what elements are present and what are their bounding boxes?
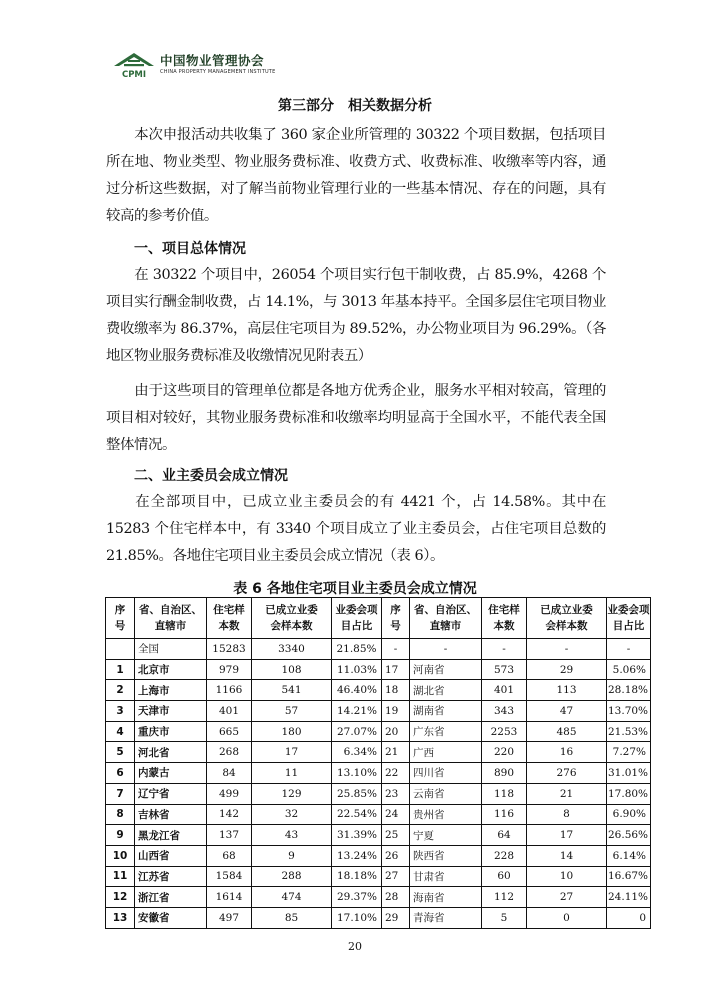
formed-pct: 6.34% (332, 742, 382, 763)
sample-count: 573 (482, 659, 527, 680)
org-name-en: CHINA PROPERTY MANAGEMENT INSTITUTE (160, 69, 276, 75)
row-no: 19 (382, 701, 410, 722)
region-name: 吉林省 (135, 804, 207, 825)
table-row (106, 742, 651, 763)
formed-count: 288 (252, 866, 332, 887)
formed-count: 17 (252, 742, 332, 763)
overview-paragraph-2 (106, 378, 606, 459)
row-no: 3 (106, 701, 135, 722)
table-row (106, 845, 651, 866)
region-name: 宁夏 (410, 825, 482, 846)
row-no: 17 (382, 659, 410, 680)
region-name: 黑龙江省 (135, 825, 207, 846)
sample-count: 60 (482, 866, 527, 887)
formed-count: 21 (527, 783, 607, 804)
committee-text: 在全部项目中，已成立业主委员会的有 4421 个，占 14.58%。其中在 15283 个住宅样本中，有 3340 个项目成立了业主委员会，占住宅项目总数的 21.85%。各地住宅项目业主委员会成立情况（表 6）。 (106, 494, 606, 564)
formed-count: 108 (252, 659, 332, 680)
cpmi-logo (112, 50, 312, 82)
row-no: 25 (382, 825, 410, 846)
row-no: 27 (382, 866, 410, 887)
formed-pct: 13.10% (332, 763, 382, 784)
sample-count: 68 (207, 845, 252, 866)
formed-count: 47 (527, 701, 607, 722)
sample-count: 1584 (207, 866, 252, 887)
region-name: 江苏省 (135, 866, 207, 887)
committee-paragraph (106, 489, 606, 570)
table-row-total (106, 639, 651, 660)
row-no: 22 (382, 763, 410, 784)
region-name: 湖南省 (410, 701, 482, 722)
overview-text-1: 在 30322 个项目中，26054 个项目实行包干制收费，占 85.9%，4268 个项目实行酬金制收费，占 14.1%，与 3013 年基本持平。全国多层住宅项目物业费收缴率为 86.37%，高层住宅项目为 89.52%，办公物业项目为 96.29%。（各地区物业服务费标准及收缴情况见附表五） (106, 267, 606, 364)
region-name: 山西省 (135, 845, 207, 866)
row-no: 10 (106, 845, 135, 866)
formed-count: 14 (527, 845, 607, 866)
committee-table (105, 597, 651, 929)
row-no: 5 (106, 742, 135, 763)
region-name: 湖北省 (410, 680, 482, 701)
sample-count: 116 (482, 804, 527, 825)
sample-count: 268 (207, 742, 252, 763)
region-name: 内蒙古 (135, 763, 207, 784)
formed-count: 180 (252, 721, 332, 742)
row-no: 1 (106, 659, 135, 680)
total-label: 全国 (135, 639, 207, 660)
col-header-region: 省、自治区、 直辖市 (135, 598, 207, 639)
table-row (106, 887, 651, 908)
total-pct: 21.85% (332, 639, 382, 660)
table-header-row (106, 598, 651, 639)
formed-pct: 24.11% (607, 887, 651, 908)
cpmi-roof-logo-icon (112, 50, 156, 80)
formed-count: 541 (252, 680, 332, 701)
formed-count: 16 (527, 742, 607, 763)
region-name: 安徽省 (135, 907, 207, 928)
row-no: 11 (106, 866, 135, 887)
formed-pct: 28.18% (607, 680, 651, 701)
region-name: 北京市 (135, 659, 207, 680)
sample-count: 84 (207, 763, 252, 784)
sample-count: 112 (482, 887, 527, 908)
formed-count: 113 (527, 680, 607, 701)
sample-count: 890 (482, 763, 527, 784)
formed-pct: 7.27% (607, 742, 651, 763)
region-name: 天津市 (135, 701, 207, 722)
total-right-region: - (410, 639, 482, 660)
region-name: 浙江省 (135, 887, 207, 908)
sample-count: 665 (207, 721, 252, 742)
intro-text: 本次申报活动共收集了 360 家企业所管理的 30322 个项目数据，包括项目所在地、物业类型、物业服务费标准、收费方式、收费标准、收缴率等内容，通过分析这些数据，对了解当前物业管理行业的一些基本情况、存在的问题，具有较高的参考价值。 (106, 127, 606, 224)
formed-pct: 25.85% (332, 783, 382, 804)
total-right-formed: - (527, 639, 607, 660)
row-no: 24 (382, 804, 410, 825)
formed-count: 11 (252, 763, 332, 784)
sample-count: 497 (207, 907, 252, 928)
table-row (106, 825, 651, 846)
total-right-no: - (382, 639, 410, 660)
col-header-samples-2: 住宅样 本数 (482, 598, 527, 639)
table-row (106, 763, 651, 784)
sample-count: 5 (482, 907, 527, 928)
region-name: 广西 (410, 742, 482, 763)
formed-pct: 5.06% (607, 659, 651, 680)
formed-pct: 11.03% (332, 659, 382, 680)
region-name: 辽宁省 (135, 783, 207, 804)
formed-count: 27 (527, 887, 607, 908)
region-name: 重庆市 (135, 721, 207, 742)
formed-count: 32 (252, 804, 332, 825)
region-name: 河北省 (135, 742, 207, 763)
formed-count: 57 (252, 701, 332, 722)
overview-text-2: 由于这些项目的管理单位都是各地方优秀企业，服务水平相对较高，管理的项目相对较好，其物业服务费标准和收缴率均明显高于全国水平，不能代表全国整体情况。 (106, 383, 606, 453)
region-name: 贵州省 (410, 804, 482, 825)
total-right-samples: - (482, 639, 527, 660)
sample-count: 343 (482, 701, 527, 722)
table-row (106, 659, 651, 680)
formed-pct: 6.90% (607, 804, 651, 825)
formed-count: 85 (252, 907, 332, 928)
table-row (106, 680, 651, 701)
row-no: 4 (106, 721, 135, 742)
sample-count: 1166 (207, 680, 252, 701)
formed-count: 43 (252, 825, 332, 846)
formed-pct: 0 (607, 907, 651, 928)
region-name: 甘肃省 (410, 866, 482, 887)
formed-pct: 21.53% (607, 721, 651, 742)
region-name: 海南省 (410, 887, 482, 908)
row-no: 18 (382, 680, 410, 701)
row-no: 23 (382, 783, 410, 804)
formed-count: 485 (527, 721, 607, 742)
col-header-no-2: 序 号 (382, 598, 410, 639)
formed-pct: 16.67% (607, 866, 651, 887)
sample-count: 137 (207, 825, 252, 846)
sample-count: 1614 (207, 887, 252, 908)
region-name: 河南省 (410, 659, 482, 680)
heading-project-overview: 一、项目总体情况 (134, 241, 246, 257)
sample-count: 142 (207, 804, 252, 825)
section-title: 第三部分 相关数据分析 (278, 98, 432, 114)
row-no: 8 (106, 804, 135, 825)
formed-pct: 27.07% (332, 721, 382, 742)
formed-pct: 13.24% (332, 845, 382, 866)
formed-count: 10 (527, 866, 607, 887)
sample-count: 2253 (482, 721, 527, 742)
page-number: 20 (348, 940, 362, 953)
formed-pct: 31.39% (332, 825, 382, 846)
col-header-pct-2: 业委会项 目占比 (607, 598, 651, 639)
col-header-formed: 已成立业委 会样本数 (252, 598, 332, 639)
row-no: 7 (106, 783, 135, 804)
col-header-samples: 住宅样 本数 (207, 598, 252, 639)
formed-count: 17 (527, 825, 607, 846)
sample-count: 228 (482, 845, 527, 866)
col-header-pct: 业委会项 目占比 (332, 598, 382, 639)
formed-pct: 14.21% (332, 701, 382, 722)
region-name: 陕西省 (410, 845, 482, 866)
formed-pct: 31.01% (607, 763, 651, 784)
formed-count: 129 (252, 783, 332, 804)
row-no: 13 (106, 907, 135, 928)
total-samples: 15283 (207, 639, 252, 660)
org-name-cn: 中国物业管理协会 (160, 53, 265, 68)
table-row (106, 701, 651, 722)
region-name: 云南省 (410, 783, 482, 804)
sample-count: 64 (482, 825, 527, 846)
sample-count: 401 (207, 701, 252, 722)
region-name: 四川省 (410, 763, 482, 784)
table-row (106, 721, 651, 742)
heading-owners-committee: 二、业主委员会成立情况 (134, 468, 288, 484)
formed-count: 8 (527, 804, 607, 825)
overview-paragraph-1 (106, 262, 606, 370)
formed-count: 9 (252, 845, 332, 866)
row-no: 21 (382, 742, 410, 763)
col-header-formed-2: 已成立业委 会样本数 (527, 598, 607, 639)
row-no: 12 (106, 887, 135, 908)
sample-count: 499 (207, 783, 252, 804)
formed-pct: 17.10% (332, 907, 382, 928)
table-row (106, 866, 651, 887)
formed-count: 29 (527, 659, 607, 680)
region-name: 青海省 (410, 907, 482, 928)
sample-count: 118 (482, 783, 527, 804)
table-row (106, 907, 651, 928)
table-caption: 表 6 各地住宅项目业主委员会成立情况 (233, 581, 477, 597)
region-name: 广东省 (410, 721, 482, 742)
logo-text: CPMI (121, 70, 147, 80)
formed-pct: 22.54% (332, 804, 382, 825)
total-formed: 3340 (252, 639, 332, 660)
row-no: 20 (382, 721, 410, 742)
region-name: 上海市 (135, 680, 207, 701)
sample-count: 401 (482, 680, 527, 701)
formed-pct: 46.40% (332, 680, 382, 701)
formed-count: 0 (527, 907, 607, 928)
sample-count: 220 (482, 742, 527, 763)
formed-pct: 17.80% (607, 783, 651, 804)
col-header-no: 序 号 (106, 598, 135, 639)
formed-pct: 6.14% (607, 845, 651, 866)
formed-count: 276 (527, 763, 607, 784)
formed-count: 474 (252, 887, 332, 908)
intro-paragraph (106, 122, 606, 230)
formed-pct: 26.56% (607, 825, 651, 846)
col-header-region-2: 省、自治区、 直辖市 (410, 598, 482, 639)
row-no: 9 (106, 825, 135, 846)
total-right-pct: - (607, 639, 651, 660)
row-no: 26 (382, 845, 410, 866)
row-no: 6 (106, 763, 135, 784)
table-row (106, 804, 651, 825)
row-no: 29 (382, 907, 410, 928)
table-row (106, 783, 651, 804)
sample-count: 979 (207, 659, 252, 680)
row-no: 28 (382, 887, 410, 908)
formed-pct: 29.37% (332, 887, 382, 908)
formed-pct: 13.70% (607, 701, 651, 722)
formed-pct: 18.18% (332, 866, 382, 887)
row-no: 2 (106, 680, 135, 701)
